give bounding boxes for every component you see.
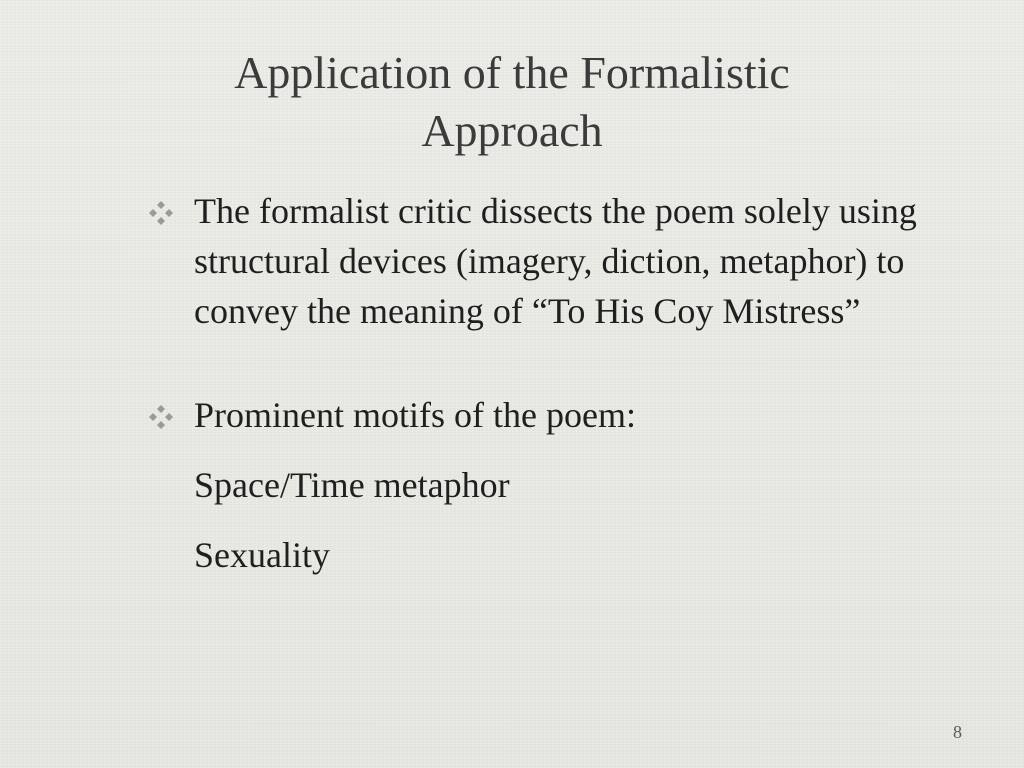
slide-body xyxy=(148,186,928,580)
four-diamond-bullet-icon xyxy=(148,200,174,226)
bullet-text: The formalist critic dissects the poem solely using structural devices (imagery, diction, metaphor) to convey the meaning of “To His Coy Mistress” xyxy=(194,191,917,331)
bullet-item xyxy=(148,390,928,440)
slide-title xyxy=(112,44,912,160)
four-diamond-bullet-icon xyxy=(148,404,174,430)
sub-item: Space/Time metaphor xyxy=(194,465,510,505)
page-number: 8 xyxy=(953,722,962,742)
sub-item: Sexuality xyxy=(194,535,330,575)
bullet-item xyxy=(148,186,928,336)
bullet-text: Prominent motifs of the poem: xyxy=(194,395,636,435)
slide-title-line-1: Application of the Formalistic xyxy=(234,47,790,98)
slide-title-line-2: Approach xyxy=(421,105,603,156)
